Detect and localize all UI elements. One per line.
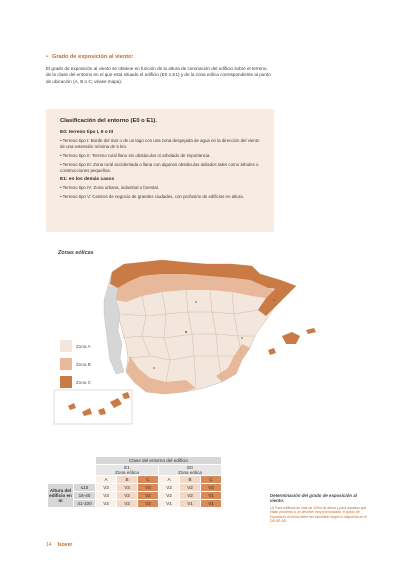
map-title: Zonas eólicas bbox=[58, 250, 94, 256]
group-header-e0 bbox=[159, 465, 222, 476]
table-header: Clase del entorno del edificio bbox=[96, 457, 222, 465]
group-label: Zona eólica bbox=[115, 470, 139, 475]
caption-note: (1) Para edificios de más de 100m de altura y para aquellos que están próximos a un desnivel muy pronunciado, el grado de exposición al viento debe ser estudiado según lo dispuesto en el DB-SE-AE. bbox=[270, 506, 367, 524]
table-caption bbox=[270, 493, 370, 524]
legend-swatch bbox=[60, 358, 72, 370]
value-cell: V1 bbox=[180, 500, 201, 508]
brand-logo: Isover bbox=[57, 542, 73, 548]
height-cell: 16-40 bbox=[74, 492, 96, 500]
map-legend bbox=[60, 339, 91, 393]
group-code: E0 bbox=[187, 465, 193, 470]
table-row bbox=[48, 500, 222, 508]
table-row bbox=[48, 484, 222, 492]
balearic-menorca bbox=[306, 328, 316, 334]
city-marker bbox=[241, 337, 243, 339]
city-marker bbox=[195, 301, 197, 303]
value-cell: V2 bbox=[201, 484, 222, 492]
height-cell: 41-100 bbox=[74, 500, 96, 508]
legend-item-zone-b bbox=[60, 357, 91, 371]
value-cell: V1 bbox=[201, 492, 222, 500]
section-bullet: • bbox=[46, 54, 48, 60]
value-cell: V2 bbox=[180, 484, 201, 492]
legend-label: Zona A bbox=[76, 343, 91, 349]
e0-item: • Terreno tipo III: Zona rural accidentada o llana con algunos obstáculos aislados tales como árboles o construcciones pequeñas. bbox=[60, 162, 259, 173]
balearic-ibiza bbox=[268, 348, 276, 355]
value-cell: V3 bbox=[138, 484, 159, 492]
page-number: 14 bbox=[46, 542, 52, 548]
classification-box bbox=[46, 109, 274, 232]
zone-header: A bbox=[159, 476, 180, 484]
value-cell: V2 bbox=[117, 492, 138, 500]
legend-item-zone-c bbox=[60, 375, 91, 389]
value-cell: V2 bbox=[159, 484, 180, 492]
e1-item: • Terreno tipo V: Centros de negocio de grandes ciudades, con profusión de edificios en altura. bbox=[60, 194, 244, 199]
legend-item-zone-a bbox=[60, 339, 91, 353]
page-footer bbox=[46, 542, 72, 548]
zone-header: B bbox=[180, 476, 201, 484]
city-marker bbox=[153, 367, 155, 369]
e1-item: • Terreno tipo IV: Zona urbana, industrial o forestal. bbox=[60, 185, 159, 190]
height-cell: ≤15 bbox=[74, 484, 96, 492]
value-cell: V2 bbox=[159, 492, 180, 500]
legend-label: Zona C bbox=[76, 379, 92, 385]
zone-header: A bbox=[96, 476, 117, 484]
value-cell: V2 bbox=[180, 492, 201, 500]
value-cell: V2 bbox=[96, 500, 117, 508]
value-cell: V1 bbox=[201, 500, 222, 508]
group-header-e1 bbox=[96, 465, 159, 476]
value-cell: V3 bbox=[96, 492, 117, 500]
legend-swatch bbox=[60, 340, 72, 352]
table-row bbox=[48, 492, 222, 500]
section-title-text: Grado de exposición al viento: bbox=[51, 54, 134, 60]
value-cell: V3 bbox=[117, 484, 138, 492]
group-label: Zona eólica bbox=[178, 470, 202, 475]
box-title: Clasificación del entorno (E0 o E1). bbox=[60, 118, 157, 124]
exposure-table bbox=[47, 456, 222, 508]
canary-inset bbox=[54, 390, 132, 424]
value-cell: V2 bbox=[117, 500, 138, 508]
group-code: E1 bbox=[124, 465, 130, 470]
intro-paragraph: El grado de exposición al viento se obtiene en función de la altura de coronación del edificio sobre el terreno, de la clase del entorno en el que está situado el edificio (E0 o E1) y de la zona eólica correspondiente al punto de ubicación (A, B o C; véase mapa). bbox=[46, 66, 271, 84]
value-cell: V2 bbox=[138, 492, 159, 500]
row-label: Altura del edificio en m bbox=[48, 484, 74, 508]
zone-header: C bbox=[201, 476, 222, 484]
zone-header: B bbox=[117, 476, 138, 484]
caption-title: Determinación del grado de exposición al viento. bbox=[270, 493, 357, 503]
legend-swatch bbox=[60, 376, 72, 388]
city-marker bbox=[185, 331, 187, 333]
e1-heading: E1: en los demás casos bbox=[60, 177, 115, 182]
section-title bbox=[46, 54, 133, 60]
e0-heading: E0: terreno tipo I, II o III bbox=[60, 130, 114, 135]
balearic-mallorca bbox=[282, 332, 300, 344]
value-cell: V1 bbox=[159, 500, 180, 508]
e0-item: • Terreno tipo II: Terreno rural llano sin obstáculos ni arbolado de importancia. bbox=[60, 153, 211, 158]
city-marker bbox=[273, 299, 275, 301]
value-cell: V3 bbox=[96, 484, 117, 492]
zone-header: C bbox=[138, 476, 159, 484]
e0-item: • Terreno tipo I: Borde del mar o de un lago con una zona despejada de agua en la dirección del viento de una extensión mínima de 5 km. bbox=[60, 138, 260, 149]
value-cell: V2 bbox=[138, 500, 159, 508]
legend-label: Zona B bbox=[76, 361, 91, 367]
